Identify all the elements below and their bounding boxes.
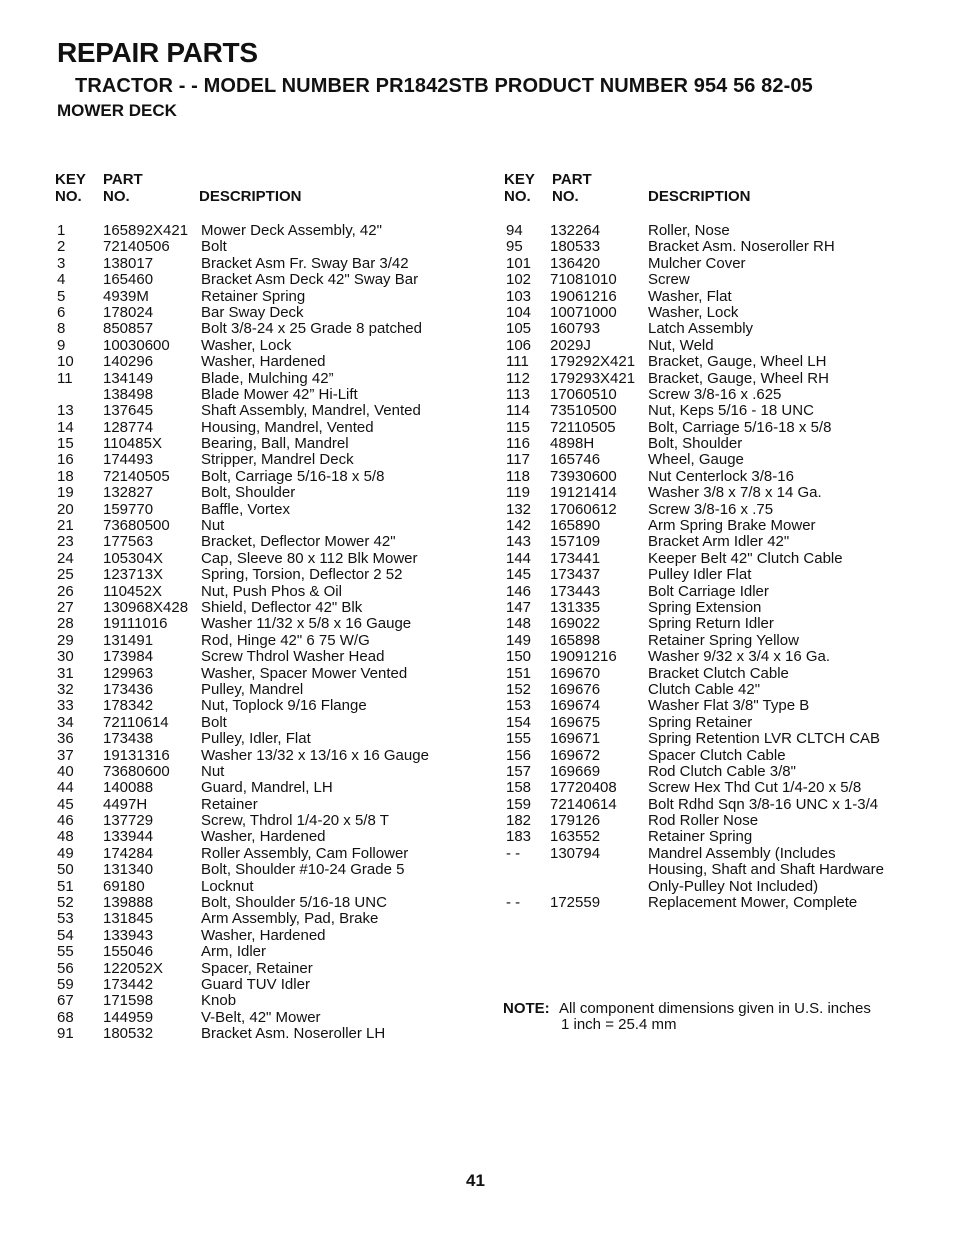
part-description: Pulley, Mandrel xyxy=(201,680,304,698)
part-number: 19061216 xyxy=(550,287,617,305)
key-number: 153 xyxy=(506,697,532,715)
part-number: 130794 xyxy=(550,844,601,862)
part-description: Guard TUV Idler xyxy=(201,975,310,993)
part-number: 179292X421 xyxy=(550,353,636,371)
key-number: 36 xyxy=(57,730,74,748)
key-number: 142 xyxy=(506,517,532,535)
part-number: 169670 xyxy=(550,664,601,682)
key-number: 151 xyxy=(506,664,532,682)
part-number: 71081010 xyxy=(550,271,617,289)
part-header-line1: PART xyxy=(552,171,592,188)
part-number: 172559 xyxy=(550,894,601,912)
key-number: 29 xyxy=(57,631,74,649)
part-number: 165898 xyxy=(550,631,601,649)
part-number: 178024 xyxy=(103,303,154,321)
part-number: 128774 xyxy=(103,418,154,436)
key-number: 148 xyxy=(506,615,532,633)
part-description: Spring Extension xyxy=(648,598,762,616)
key-number: 9 xyxy=(57,336,66,354)
part-number: 130968X428 xyxy=(103,598,189,616)
part-number: 4898H xyxy=(550,435,595,453)
part-number: 179293X421 xyxy=(550,369,636,387)
part-number: 72140614 xyxy=(550,795,617,813)
part-number: 2029J xyxy=(550,336,591,354)
note-conversion: 1 inch = 25.4 mm xyxy=(561,1016,677,1033)
part-number: 138017 xyxy=(103,254,154,272)
part-number: 850857 xyxy=(103,320,154,338)
description-header: DESCRIPTION xyxy=(648,188,751,205)
note-label: NOTE: xyxy=(503,1000,550,1017)
part-description: Washer, Flat xyxy=(648,287,732,305)
part-number: 136420 xyxy=(550,254,601,272)
key-number: - - xyxy=(506,844,521,862)
part-description: Nut, Toplock 9/16 Flange xyxy=(201,697,367,715)
part-description: Knob xyxy=(201,992,237,1010)
part-no-header xyxy=(552,171,592,205)
part-description: Washer 3/8 x 7/8 x 14 Ga. xyxy=(648,484,822,502)
part-description: Screw 3/8-16 x .75 xyxy=(648,500,774,518)
key-number: 105 xyxy=(506,320,532,338)
part-description: Rod Roller Nose xyxy=(648,812,759,830)
part-number: 131491 xyxy=(103,631,154,649)
key-number: 51 xyxy=(57,877,74,895)
part-number: 132827 xyxy=(103,484,154,502)
part-description: Guard, Mandrel, LH xyxy=(201,779,333,797)
key-number: 144 xyxy=(506,549,532,567)
key-number: 145 xyxy=(506,566,532,584)
part-number: 165892X421 xyxy=(103,222,189,239)
part-description: Spring Retention LVR CLTCH CAB xyxy=(648,730,881,748)
part-description: Roller Assembly, Cam Follower xyxy=(201,844,409,862)
key-number: 159 xyxy=(506,795,532,813)
part-number: 138498 xyxy=(103,385,154,403)
part-number: 173442 xyxy=(103,975,154,993)
key-number: 49 xyxy=(57,844,74,862)
part-number: 133944 xyxy=(103,828,154,846)
part-description: Bolt 3/8-24 x 25 Grade 8 patched xyxy=(201,320,422,338)
part-description: Spacer, Retainer xyxy=(201,959,313,977)
part-header-line2: NO. xyxy=(103,188,130,205)
part-description: Blade, Mulching 42” xyxy=(201,369,334,387)
part-description: Bolt Carriage Idler xyxy=(648,582,769,600)
key-number: 111 xyxy=(506,353,529,371)
key-number: 150 xyxy=(506,648,532,666)
part-description: Wheel, Gauge xyxy=(648,451,744,469)
key-number: 68 xyxy=(57,1008,74,1026)
part-description: Bracket, Gauge, Wheel LH xyxy=(648,353,827,371)
key-number: 143 xyxy=(506,533,532,551)
part-number: 73930600 xyxy=(550,467,617,485)
part-number: 73680600 xyxy=(103,762,170,780)
part-number: 10030600 xyxy=(103,336,170,354)
key-number: 14 xyxy=(57,418,74,436)
part-description: Bracket Arm Idler 42" xyxy=(648,533,790,551)
part-number: 19111016 xyxy=(103,615,168,633)
key-number: 50 xyxy=(57,861,74,879)
part-description: Retainer Spring xyxy=(648,828,753,846)
part-description: Bracket Asm. Noseroller LH xyxy=(201,1025,386,1043)
part-description: Mower Deck Assembly, 42" xyxy=(201,222,382,239)
part-description: Arm Spring Brake Mower xyxy=(648,517,816,535)
part-description: Roller, Nose xyxy=(648,222,730,239)
key-number: 21 xyxy=(57,517,74,535)
key-number: 24 xyxy=(57,549,74,567)
key-number: 54 xyxy=(57,926,74,944)
part-number: 122052X xyxy=(103,959,164,977)
key-header-line1: KEY xyxy=(55,171,86,188)
part-number: 173437 xyxy=(550,566,601,584)
part-description: Spring Return Idler xyxy=(648,615,774,633)
part-header-line2: NO. xyxy=(552,188,579,205)
key-number: 55 xyxy=(57,943,74,961)
key-number: 5 xyxy=(57,287,66,305)
part-description: Latch Assembly xyxy=(648,320,754,338)
part-number: 17720408 xyxy=(550,779,617,797)
key-number: 118 xyxy=(506,467,530,485)
key-number: 119 xyxy=(506,484,530,502)
part-description: Bolt, Shoulder #10-24 Grade 5 xyxy=(201,861,405,879)
part-description: Bar Sway Deck xyxy=(201,303,304,321)
part-description: Replacement Mower, Complete xyxy=(648,894,858,912)
key-number: 112 xyxy=(506,369,530,387)
part-number: 180532 xyxy=(103,1025,154,1043)
key-no-header xyxy=(504,171,535,205)
key-number: 15 xyxy=(57,435,74,453)
key-number: 44 xyxy=(57,779,74,797)
key-number: 34 xyxy=(57,713,74,731)
part-description: Washer 9/32 x 3/4 x 16 Ga. xyxy=(648,648,831,666)
key-number: 11 xyxy=(57,369,73,387)
part-number: 178342 xyxy=(103,697,154,715)
part-number: 72110614 xyxy=(103,713,169,731)
part-description: Mandrel Assembly (Includes xyxy=(648,844,836,862)
part-no-header xyxy=(103,171,143,205)
key-number: 25 xyxy=(57,566,74,584)
part-number: 110452X xyxy=(103,582,162,600)
part-number: 171598 xyxy=(103,992,154,1010)
key-number: 147 xyxy=(506,598,532,616)
part-number: 73680500 xyxy=(103,517,170,535)
part-description: Bearing, Ball, Mandrel xyxy=(201,435,349,453)
part-number: 131340 xyxy=(103,861,154,879)
key-number: 37 xyxy=(57,746,74,764)
key-number: 94 xyxy=(506,222,523,239)
part-description: Housing, Mandrel, Vented xyxy=(201,418,374,436)
part-description: Bolt, Carriage 5/16-18 x 5/8 xyxy=(201,467,385,485)
part-number: 72140506 xyxy=(103,238,170,256)
part-description: Retainer xyxy=(201,795,258,813)
part-number: 179126 xyxy=(550,812,601,830)
part-number: 173443 xyxy=(550,582,601,600)
part-number: 131845 xyxy=(103,910,154,928)
key-number: 28 xyxy=(57,615,74,633)
key-number: 182 xyxy=(506,812,532,830)
part-description: Bolt xyxy=(201,238,227,256)
part-number: 169672 xyxy=(550,746,601,764)
key-number: 32 xyxy=(57,680,74,698)
key-number: 106 xyxy=(506,336,532,354)
part-description: V-Belt, 42" Mower xyxy=(201,1008,321,1026)
key-number: 8 xyxy=(57,320,66,338)
key-number: 117 xyxy=(506,451,530,469)
part-number: 19091216 xyxy=(550,648,617,666)
part-number: 105304X xyxy=(103,549,164,567)
key-number: 158 xyxy=(506,779,532,797)
key-number: 102 xyxy=(506,271,532,289)
key-number: 101 xyxy=(506,254,532,272)
part-number: 140296 xyxy=(103,353,154,371)
key-header-line2: NO. xyxy=(55,188,82,205)
part-description: Rod, Hinge 42" 6 75 W/G xyxy=(201,631,370,649)
part-description: Bracket, Gauge, Wheel RH xyxy=(648,369,829,387)
part-description: Nut, Push Phos & Oil xyxy=(201,582,342,600)
part-description: Rod Clutch Cable 3/8" xyxy=(648,762,796,780)
part-description: Housing, Shaft and Shaft Hardware xyxy=(648,861,884,879)
key-number: - - xyxy=(506,894,521,912)
page-title: REPAIR PARTS xyxy=(57,37,258,68)
key-number: 183 xyxy=(506,828,532,846)
key-number: 115 xyxy=(506,418,530,436)
part-number: 173984 xyxy=(103,648,154,666)
part-description: Pulley Idler Flat xyxy=(648,566,752,584)
key-number: 67 xyxy=(57,992,74,1010)
part-number: 173436 xyxy=(103,680,154,698)
part-description: Screw Hex Thd Cut 1/4-20 x 5/8 xyxy=(648,779,862,797)
part-description: Spring, Torsion, Deflector 2 52 xyxy=(201,566,403,584)
model-subtitle: TRACTOR - - MODEL NUMBER PR1842STB PRODUCT NUMBER 954 56 82-05 xyxy=(75,75,813,97)
part-description: Bolt, Carriage 5/16-18 x 5/8 xyxy=(648,418,832,436)
part-number: 160793 xyxy=(550,320,601,338)
key-number: 157 xyxy=(506,762,532,780)
part-number: 72110505 xyxy=(550,418,616,436)
part-number: 165746 xyxy=(550,451,601,469)
key-number: 23 xyxy=(57,533,74,551)
part-number: 10071000 xyxy=(550,303,617,321)
part-description: Washer, Lock xyxy=(648,303,739,321)
key-number: 10 xyxy=(57,353,74,371)
key-number: 4 xyxy=(57,271,66,289)
part-number: 4497H xyxy=(103,795,148,813)
part-number: 173438 xyxy=(103,730,154,748)
part-description: Bracket Asm Fr. Sway Bar 3/42 xyxy=(201,254,409,272)
key-no-header xyxy=(55,171,86,205)
part-number: 69180 xyxy=(103,877,145,895)
part-description: Washer Flat 3/8" Type B xyxy=(648,697,810,715)
key-number: 40 xyxy=(57,762,74,780)
key-number: 53 xyxy=(57,910,74,928)
part-number: 19131316 xyxy=(103,746,170,764)
part-description: Bracket Asm Deck 42" Sway Bar xyxy=(201,271,419,289)
key-header-line2: NO. xyxy=(504,188,531,205)
part-number: 159770 xyxy=(103,500,154,518)
part-description: Nut, Keps 5/16 - 18 UNC xyxy=(648,402,814,420)
key-number: 154 xyxy=(506,713,532,731)
note-text: All component dimensions given in U.S. inches xyxy=(559,1000,871,1017)
part-number: 144959 xyxy=(103,1008,154,1026)
key-number: 26 xyxy=(57,582,74,600)
key-number: 6 xyxy=(57,303,66,321)
part-description: Retainer Spring xyxy=(201,287,306,305)
key-number: 132 xyxy=(506,500,532,518)
part-description: Bolt, Shoulder xyxy=(201,484,296,502)
part-number: 169674 xyxy=(550,697,601,715)
part-description: Bracket Asm. Noseroller RH xyxy=(648,238,835,256)
key-number: 33 xyxy=(57,697,74,715)
part-description: Arm, Idler xyxy=(201,943,267,961)
part-description: Shield, Deflector 42" Blk xyxy=(201,598,363,616)
part-description: Baffle, Vortex xyxy=(201,500,290,518)
part-number: 17060510 xyxy=(550,385,617,403)
part-number: 137729 xyxy=(103,812,154,830)
part-number: 169671 xyxy=(550,730,601,748)
part-number: 174493 xyxy=(103,451,154,469)
key-number: 48 xyxy=(57,828,74,846)
key-number: 52 xyxy=(57,894,74,912)
part-description: Only-Pulley Not Included) xyxy=(648,877,819,895)
key-number: 104 xyxy=(506,303,532,321)
part-description: Cap, Sleeve 80 x 112 Blk Mower xyxy=(201,549,418,567)
part-description: Washer, Lock xyxy=(201,336,292,354)
key-number: 45 xyxy=(57,795,74,813)
part-description: Bolt Rdhd Sqn 3/8-16 UNC x 1-3/4 xyxy=(648,795,879,813)
key-number: 18 xyxy=(57,467,74,485)
part-description: Spring Retainer xyxy=(648,713,753,731)
part-description: Washer, Hardened xyxy=(201,926,326,944)
key-number: 146 xyxy=(506,582,532,600)
part-description: Screw Thdrol Washer Head xyxy=(201,648,385,666)
part-number: 165460 xyxy=(103,271,154,289)
key-number: 3 xyxy=(57,254,66,272)
part-description: Screw, Thdrol 1/4-20 x 5/8 T xyxy=(201,812,389,830)
part-description: Arm Assembly, Pad, Brake xyxy=(201,910,379,928)
key-number: 95 xyxy=(506,238,523,256)
part-number: 17060612 xyxy=(550,500,617,518)
part-number: 129963 xyxy=(103,664,154,682)
key-number: 103 xyxy=(506,287,532,305)
part-description: Locknut xyxy=(201,877,254,895)
part-description: Clutch Cable 42" xyxy=(648,680,761,698)
part-number: 139888 xyxy=(103,894,154,912)
part-description: Blade Mower 42” Hi-Lift xyxy=(201,385,358,403)
part-description: Screw 3/8-16 x .625 xyxy=(648,385,782,403)
key-number: 13 xyxy=(57,402,74,420)
part-number: 131335 xyxy=(550,598,601,616)
part-number: 137645 xyxy=(103,402,154,420)
part-description: Spacer Clutch Cable xyxy=(648,746,786,764)
part-description: Washer, Hardened xyxy=(201,353,326,371)
key-number: 114 xyxy=(506,402,530,420)
key-number: 46 xyxy=(57,812,74,830)
key-number: 30 xyxy=(57,648,74,666)
key-number: 2 xyxy=(57,238,66,256)
part-number: 169022 xyxy=(550,615,601,633)
key-number: 27 xyxy=(57,598,74,616)
key-number: 56 xyxy=(57,959,74,977)
key-number: 152 xyxy=(506,680,532,698)
part-description: Keeper Belt 42" Clutch Cable xyxy=(648,549,843,567)
part-description: Bracket, Deflector Mower 42" xyxy=(201,533,396,551)
key-number: 155 xyxy=(506,730,532,748)
key-number: 16 xyxy=(57,451,74,469)
part-number: 19121414 xyxy=(550,484,617,502)
page-number: 41 xyxy=(466,1171,485,1190)
part-description: Pulley, Idler, Flat xyxy=(201,730,311,748)
part-description: Nut xyxy=(201,517,225,535)
description-header: DESCRIPTION xyxy=(199,188,302,205)
part-number: 169676 xyxy=(550,680,601,698)
part-description: Retainer Spring Yellow xyxy=(648,631,799,649)
part-number: 169669 xyxy=(550,762,601,780)
section-heading: MOWER DECK xyxy=(57,101,177,120)
key-number: 59 xyxy=(57,975,74,993)
part-description: Mulcher Cover xyxy=(648,254,746,272)
part-header-line1: PART xyxy=(103,171,143,188)
part-number: 180533 xyxy=(550,238,601,256)
part-number: 110485X xyxy=(103,435,162,453)
key-number: 31 xyxy=(57,664,74,682)
part-description: Nut xyxy=(201,762,225,780)
key-number: 91 xyxy=(57,1025,74,1043)
part-number: 177563 xyxy=(103,533,154,551)
part-description: Nut Centerlock 3/8-16 xyxy=(648,467,794,485)
key-number: 116 xyxy=(506,435,530,453)
part-number: 4939M xyxy=(103,287,149,305)
part-description: Bolt, Shoulder xyxy=(648,435,743,453)
key-number: 19 xyxy=(57,484,74,502)
part-number: 163552 xyxy=(550,828,601,846)
part-description: Washer, Hardened xyxy=(201,828,326,846)
key-number: 156 xyxy=(506,746,532,764)
part-number: 155046 xyxy=(103,943,154,961)
part-description: Stripper, Mandrel Deck xyxy=(201,451,354,469)
part-number: 140088 xyxy=(103,779,154,797)
part-number: 174284 xyxy=(103,844,154,862)
part-description: Bracket Clutch Cable xyxy=(648,664,789,682)
part-description: Nut, Weld xyxy=(648,336,714,354)
key-header-line1: KEY xyxy=(504,171,535,188)
part-number: 134149 xyxy=(103,369,154,387)
part-number: 169675 xyxy=(550,713,601,731)
part-number: 165890 xyxy=(550,517,601,535)
part-description: Shaft Assembly, Mandrel, Vented xyxy=(201,402,421,420)
part-number: 73510500 xyxy=(550,402,617,420)
key-number: 20 xyxy=(57,500,74,518)
part-number: 123713X xyxy=(103,566,164,584)
part-number: 157109 xyxy=(550,533,601,551)
key-number: 149 xyxy=(506,631,532,649)
part-description: Washer, Spacer Mower Vented xyxy=(201,664,408,682)
part-description: Screw xyxy=(648,271,690,289)
key-number: 1 xyxy=(57,222,66,239)
key-number: 113 xyxy=(506,385,530,403)
part-description: Bolt, Shoulder 5/16-18 UNC xyxy=(201,894,387,912)
part-description: Bolt xyxy=(201,713,227,731)
part-number: 72140505 xyxy=(103,467,170,485)
part-number: 173441 xyxy=(550,549,601,567)
part-description: Washer 11/32 x 5/8 x 16 Gauge xyxy=(201,615,412,633)
part-number: 133943 xyxy=(103,926,154,944)
part-number: 132264 xyxy=(550,222,601,239)
part-description: Washer 13/32 x 13/16 x 16 Gauge xyxy=(201,746,429,764)
